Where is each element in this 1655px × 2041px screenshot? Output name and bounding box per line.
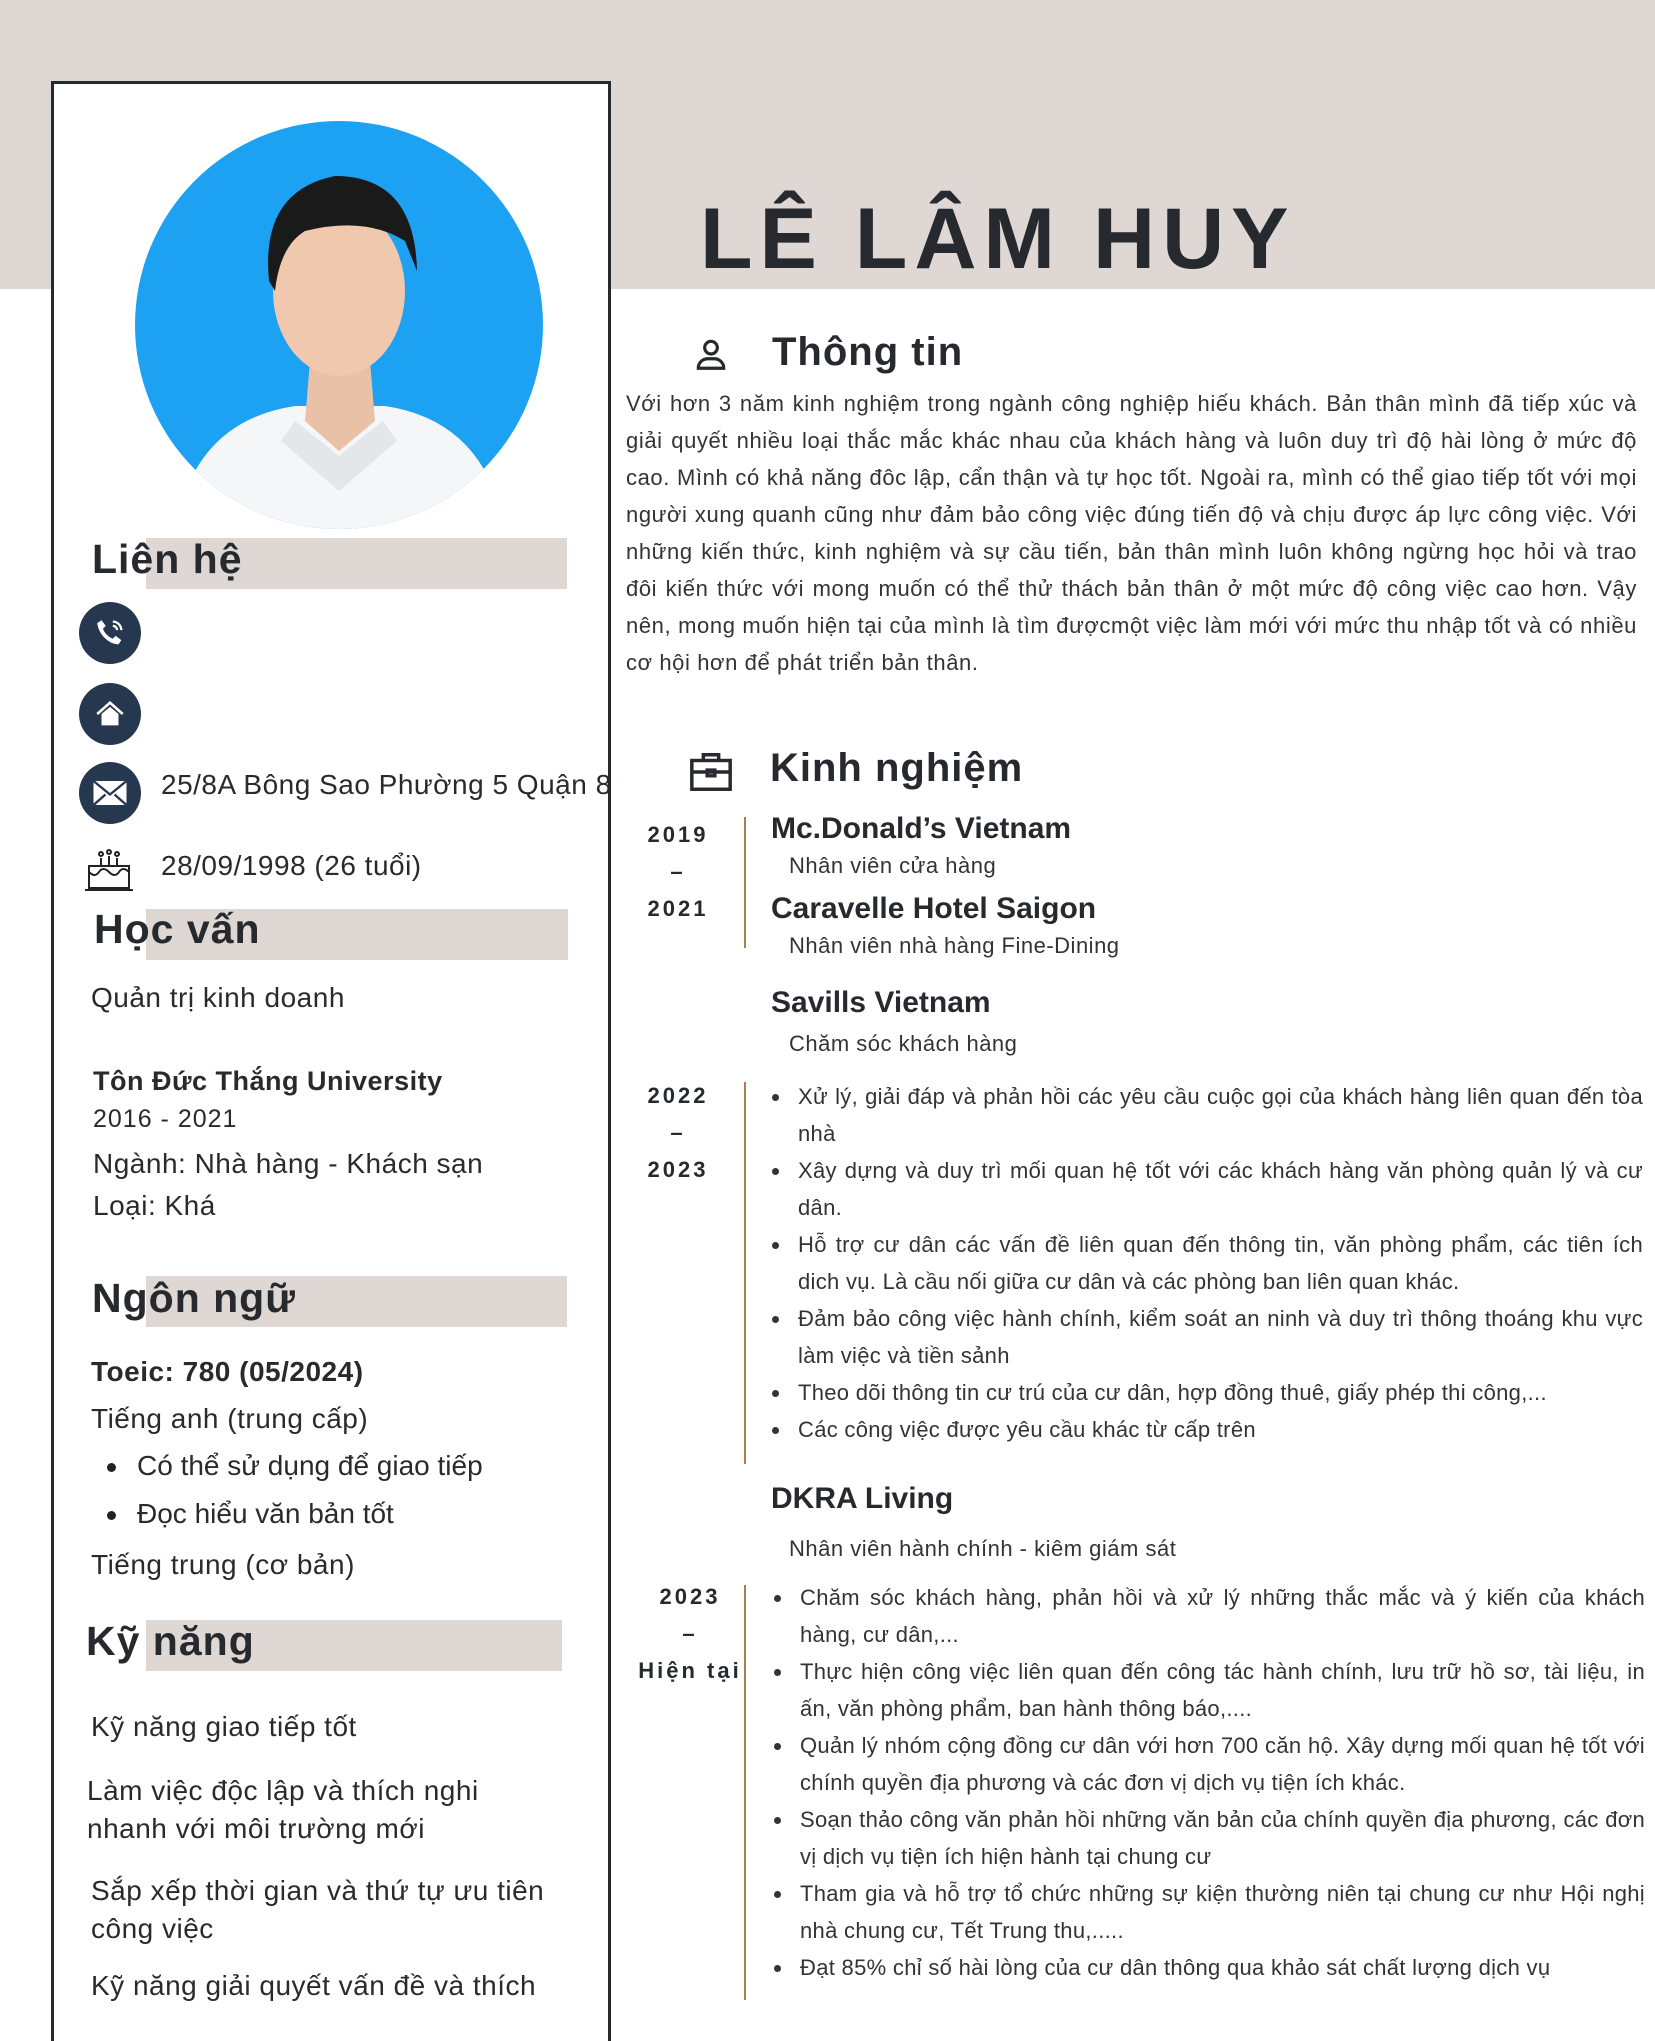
full-name: LÊ LÂM HUY — [700, 191, 1296, 287]
year-dash: – — [682, 1621, 698, 1646]
year-to: Hiện tại — [638, 1658, 742, 1683]
address-text: 25/8A Bông Sao Phường 5 Quận 8 — [161, 769, 612, 800]
list-item: Quản lý nhóm cộng đồng cư dân với hơn 700 căn hộ. Xây dựng mối quan hệ tốt với chính quyền địa phương và các đơn vị dịch vụ tiện ích khác. — [772, 1727, 1645, 1801]
list-item: Theo dõi thông tin cư trú của cư dân, hợp đồng thuê, giấy phép thi công,... — [770, 1374, 1643, 1411]
list-item: Tham gia và hỗ trợ tổ chức những sự kiện thường niên tại chung cư như Hội nghị nhà chung cư, Tết Trung thu,..... — [772, 1875, 1645, 1949]
year-from: 2019 — [647, 822, 709, 847]
skills-heading: Kỹ năng — [86, 1618, 255, 1664]
list-item: Chăm sóc khách hàng, phản hồi và xử lý những thắc mắc và ý kiến của khách hàng, cư dân,... — [772, 1579, 1645, 1653]
dkra-duties — [772, 1579, 1645, 1986]
company-name: Savills Vietnam — [771, 986, 991, 1019]
education-major: Quản trị kinh doanh — [91, 982, 345, 1013]
contact-heading: Liên hệ — [92, 536, 243, 582]
list-item: Các công việc được yêu cầu khác từ cấp trên — [770, 1411, 1643, 1448]
briefcase-icon — [688, 750, 734, 799]
timeline-line — [744, 1585, 746, 2000]
profile-photo — [135, 121, 543, 529]
year-from: 2022 — [647, 1083, 709, 1108]
company-name: DKRA Living — [771, 1482, 954, 1515]
toeic-score: Toeic: 780 (05/2024) — [91, 1356, 364, 1387]
school-years: 2016 - 2021 — [93, 1105, 238, 1133]
company-name: Mc.Donald’s Vietnam — [771, 812, 1072, 845]
english-points — [101, 1442, 483, 1538]
list-item: Xây dựng và duy trì mối quan hệ tốt với các khách hàng văn phòng quản lý và cư dân. — [770, 1152, 1643, 1226]
school-field: Ngành: Nhà hàng - Khách sạn — [93, 1148, 484, 1179]
period-2019-2021 — [623, 816, 733, 927]
languages-heading: Ngôn ngữ — [92, 1275, 296, 1321]
year-dash: – — [670, 859, 686, 884]
timeline-line — [744, 817, 746, 948]
person-icon — [692, 334, 730, 379]
list-item: Xử lý, giải đáp và phản hồi các yêu cầu cuộc gọi của khách hàng liên quan đến tòa nhà — [770, 1078, 1643, 1152]
birthday-text: 28/09/1998 (26 tuổi) — [161, 850, 422, 881]
year-to: 2021 — [647, 896, 709, 921]
phone-icon — [79, 602, 141, 664]
list-item: Thực hiện công việc liên quan đến công tác hành chính, lưu trữ hồ sơ, tài liệu, in ấn, văn phòng phẩm, ban hành thông báo,.... — [772, 1653, 1645, 1727]
job-role: Nhân viên cửa hàng — [789, 853, 997, 878]
english-level: Tiếng anh (trung cấp) — [91, 1403, 369, 1434]
chinese-level: Tiếng trung (cơ bản) — [91, 1549, 355, 1580]
mail-icon — [79, 762, 141, 824]
skill-item: Sắp xếp thời gian và thứ tự ưu tiên công việc — [91, 1875, 545, 1944]
birthday-cake-icon — [83, 842, 135, 899]
job-role: Chăm sóc khách hàng — [789, 1031, 1018, 1056]
skill-item: Kỹ năng giao tiếp tốt — [91, 1711, 357, 1742]
savills-duties — [770, 1078, 1643, 1448]
list-item: Soạn thảo công văn phản hồi những văn bản của chính quyền địa phương, các đơn vị dịch vụ tiện ích hiện hành tại chung cư — [772, 1801, 1645, 1875]
education-heading: Học vấn — [94, 906, 261, 952]
list-item: Đạt 85% chỉ số hài lòng của cư dân thông qua khảo sát chất lượng dịch vụ — [772, 1949, 1645, 1986]
timeline-line — [744, 1082, 746, 1464]
skill-item: Kỹ năng giải quyết vấn đề và thích — [91, 1970, 537, 2001]
experience-heading: Kinh nghiệm — [770, 746, 1024, 790]
list-item: Đọc hiểu văn bản tốt — [101, 1490, 483, 1538]
year-to: 2023 — [647, 1157, 709, 1182]
list-item: Có thể sử dụng để giao tiếp — [101, 1442, 483, 1490]
company-name: Caravelle Hotel Saigon — [771, 892, 1097, 925]
about-text: Với hơn 3 năm kinh nghiệm trong ngành công nghiệp hiếu khách. Bản thân mình đã tiếp xúc và giải quyết nhiều loại thắc mắc khác nhau của khách hàng và luôn duy trì độ hài lòng ở mức độ cao. Mình có khả năng đôc lập, cẩn thận và tự học tốt. Ngoài ra, mình có thể giao tiếp tốt với mọi người xung quanh cũng như đảm bảo công việc đúng tiến độ và chịu được áp lực công việc. Với những kiến thức, kinh nghiệm và sự cầu tiến, bản thân mình luôn không ngừng học hỏi và trao đôi kiến thức với mong muốn có thể thử thách bản thân ở một mức độ công việc cao hơn. Vậy nên, mong muốn hiện tại của mình là tìm đượcmột việc làm mới với mức thu nhập tốt và có nhiều cơ hội hơn để phát triển bản thân. — [626, 391, 1637, 675]
school-grade: Loại: Khá — [93, 1190, 216, 1221]
period-2022-2023 — [623, 1077, 733, 1188]
job-role: Nhân viên hành chính - kiêm giám sát — [789, 1536, 1177, 1561]
period-2023-present — [630, 1578, 750, 1689]
home-icon — [79, 683, 141, 745]
job-role: Nhân viên nhà hàng Fine-Dining — [789, 933, 1120, 958]
year-dash: – — [670, 1120, 686, 1145]
school-name: Tôn Đức Thắng University — [93, 1066, 443, 1096]
year-from: 2023 — [659, 1584, 721, 1609]
about-heading: Thông tin — [772, 330, 964, 374]
list-item: Hỗ trợ cư dân các vấn đề liên quan đến thông tin, văn phòng phẩm, các tiên ích dich vụ. Là cầu nối giữa cư dân và các phòng ban liên quan khác. — [770, 1226, 1643, 1300]
list-item: Đảm bảo công việc hành chính, kiểm soát an ninh và duy trì thông thoáng khu vực làm việc và tiền sảnh — [770, 1300, 1643, 1374]
skill-item: Làm việc độc lập và thích nghi nhanh với môi trường mới — [87, 1775, 479, 1844]
